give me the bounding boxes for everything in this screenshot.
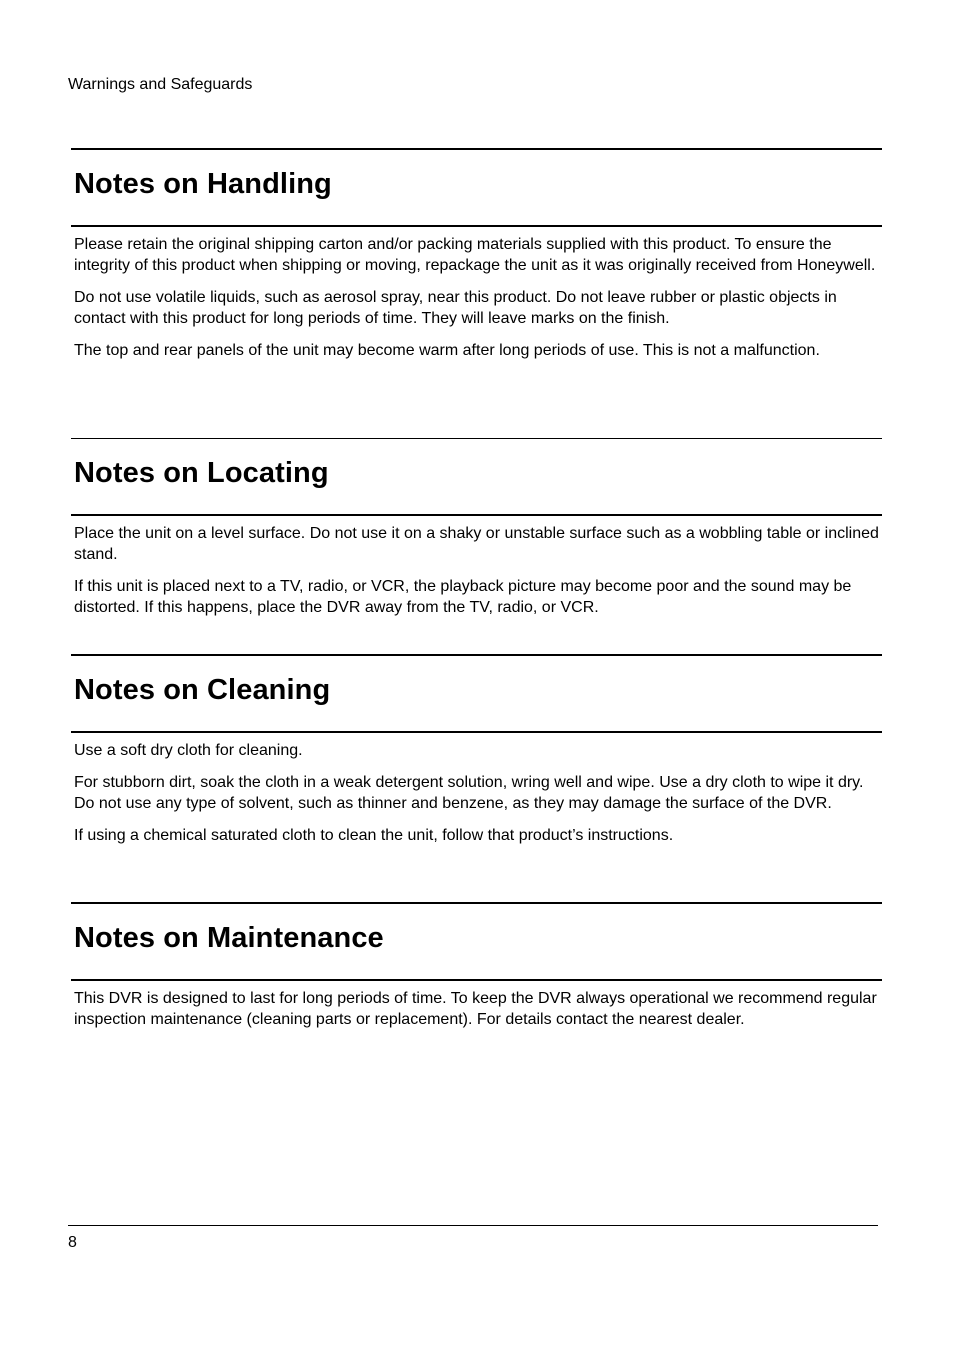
- section-body: [71, 733, 882, 846]
- paragraph: If using a chemical saturated cloth to clean the unit, follow that product’s instructions.: [74, 827, 674, 844]
- paragraph: The top and rear panels of the unit may become warm after long periods of use. This is not a malfunction.: [74, 342, 820, 359]
- page-number: 8: [68, 1234, 77, 1251]
- section-title: Notes on Locating: [74, 457, 329, 489]
- paragraph: Do not use volatile liquids, such as aerosol spray, near this product. Do not leave rubber or plastic objects in contact with this product for long periods of time. They will leave marks on the finish.: [74, 289, 837, 327]
- section-title: Notes on Cleaning: [74, 674, 331, 706]
- section-locating: [71, 438, 882, 629]
- section-cleaning: [71, 654, 882, 857]
- section-body: [71, 227, 882, 361]
- paragraph: If this unit is placed next to a TV, radio, or VCR, the playback picture may become poor and the sound may be distorted. If this happens, place the DVR away from the TV, radio, or VCR.: [74, 578, 852, 616]
- section-maintenance: [71, 902, 882, 1041]
- paragraph: For stubborn dirt, soak the cloth in a weak detergent solution, wring well and wipe. Use a dry cloth to wipe it dry. Do not use any type of solvent, such as thinner and benzene, as they may damage the surface of the DVR.: [74, 774, 864, 812]
- section-handling: [71, 148, 882, 372]
- running-header: Warnings and Safeguards: [68, 76, 253, 93]
- section-body: [71, 981, 882, 1030]
- paragraph: Please retain the original shipping carton and/or packing materials supplied with this product. To ensure the integrity of this product when shipping or moving, repackage the unit as it was originally received from Honeywell.: [74, 236, 876, 274]
- paragraph: This DVR is designed to last for long periods of time. To keep the DVR always operational we recommend regular inspection maintenance (cleaning parts or replacement). For details contact the nearest dealer.: [74, 990, 877, 1028]
- footer-rule: [68, 1225, 878, 1226]
- paragraph: Use a soft dry cloth for cleaning.: [74, 742, 303, 759]
- section-title: Notes on Handling: [74, 168, 332, 200]
- section-body: [71, 516, 882, 618]
- section-title: Notes on Maintenance: [74, 922, 384, 954]
- paragraph: Place the unit on a level surface. Do not use it on a shaky or unstable surface such as a wobbling table or inclined stand.: [74, 525, 879, 563]
